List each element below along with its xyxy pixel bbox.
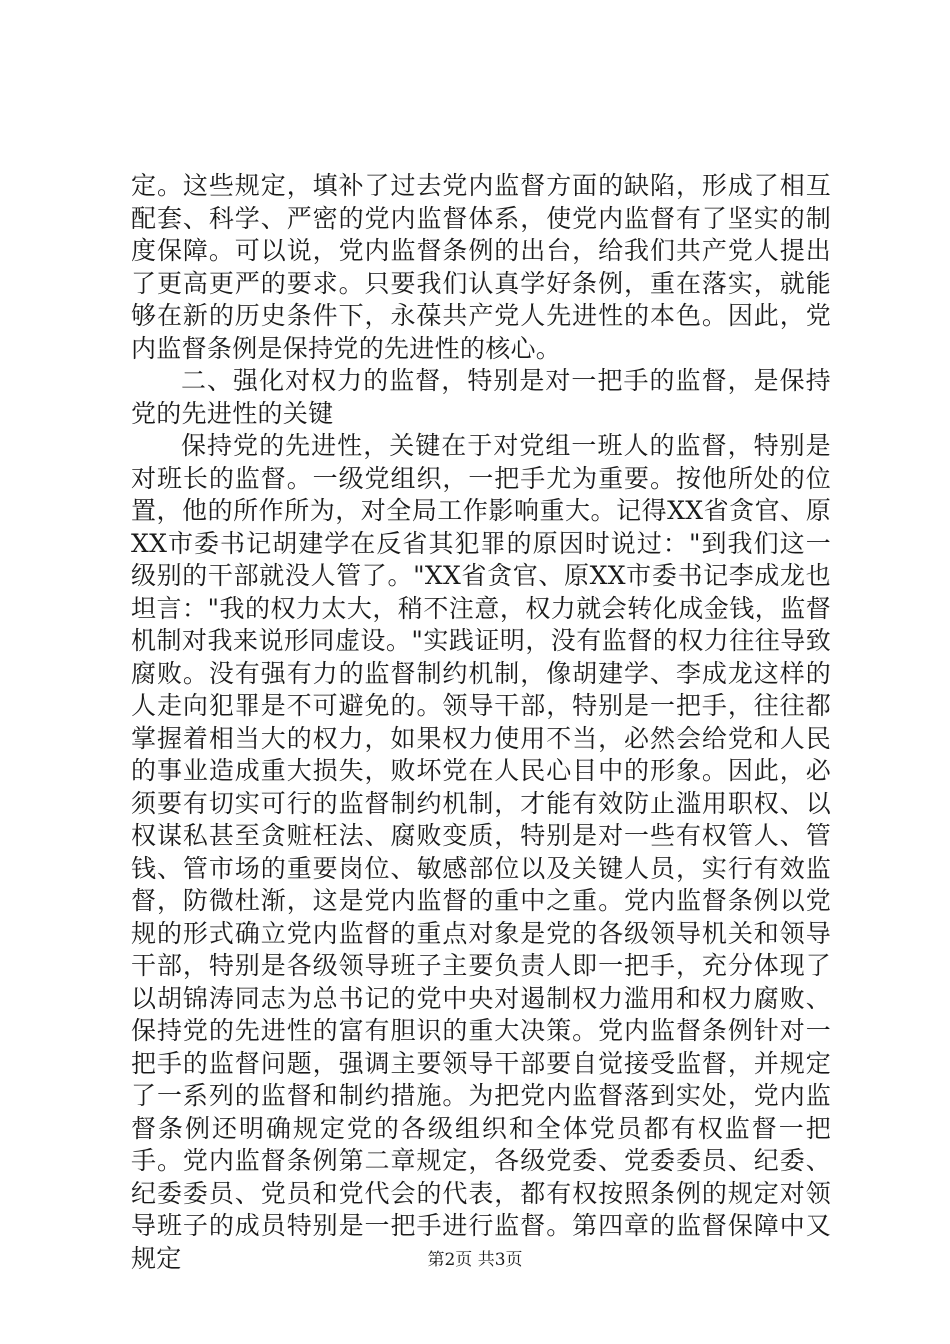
page-number-footer: 第2页 共3页 (427, 1250, 523, 1270)
section-heading-2: 二、强化对权力的监督，特别是对一把手的监督，是保持党的先进性的关键 (131, 366, 831, 428)
paragraph-3: 保持党的先进性，关键在于对党组一班人的监督，特别是对班长的监督。一级党组织，一把手尤为重要。按他所处的位置，他的所作所为，对全局工作影响重大。记得XX省贪官、原XX市委书记胡建学在反省其犯罪的原因时说过："到我们这一级别的干部就没人管了。"XX省贪官、原XX市委书记李成龙也坦言："我的权力太大，稍不注意，权力就会转化成金钱，监督机制对我来说形同虚设。"实践证明，没有监督的权力往往导致腐败。没有强有力的监督制约机制，像胡建学、李成龙这样的人走向犯罪是不可避免的。领导干部，特别是一把手，往往都掌握着相当大的权力，如果权力使用不当，必然会给党和人民的事业造成重大损失，败坏党在人民心目中的形象。因此，必须要有切实可行的监督制约机制，才能有效防止滥用职权、以权谋私甚至贪赃枉法、腐败变质，特别是对一些有权管人、管钱、管市场的重要岗位、敏感部位以及关键人员，实行有效监督，防微杜渐，这是党内监督的重中之重。党内监督条例以党规的形式确立党内监督的重点对象是党的各级领导机关和领导干部，特别是各级领导班子主要负责人即一把手，充分体现了以胡锦涛同志为总书记的党中央对遏制权力滥用和权力腐败、保持党的先进性的富有胆识的重大决策。党内监督条例针对一把手的监督问题，强调主要领导干部要自觉接受监督，并规定了一系列的监督和制约措施。为把党内监督落到实处，党内监督条例还明确规定党的各级组织和全体党员都有权监督一把手。党内监督条例第二章规定，各级党委、党委委员、纪委、纪委委员、党员和党代会的代表，都有权按照条例的规定对领导班子的成员特别是一把手进行监督。第四章的监督保障中又规定 (131, 431, 831, 1273)
paragraph-1: 定。这些规定，填补了过去党内监督方面的缺陷，形成了相互配套、科学、严密的党内监督体系，使党内监督有了坚实的制度保障。可以说，党内监督条例的出台，给我们共产党人提出了更高更严的要求。只要我们认真学好条例，重在落实，就能够在新的历史条件下，永葆共产党人先进性的本色。因此，党内监督条例是保持党的先进性的核心。 (131, 171, 831, 363)
body-text (131, 170, 831, 1275)
